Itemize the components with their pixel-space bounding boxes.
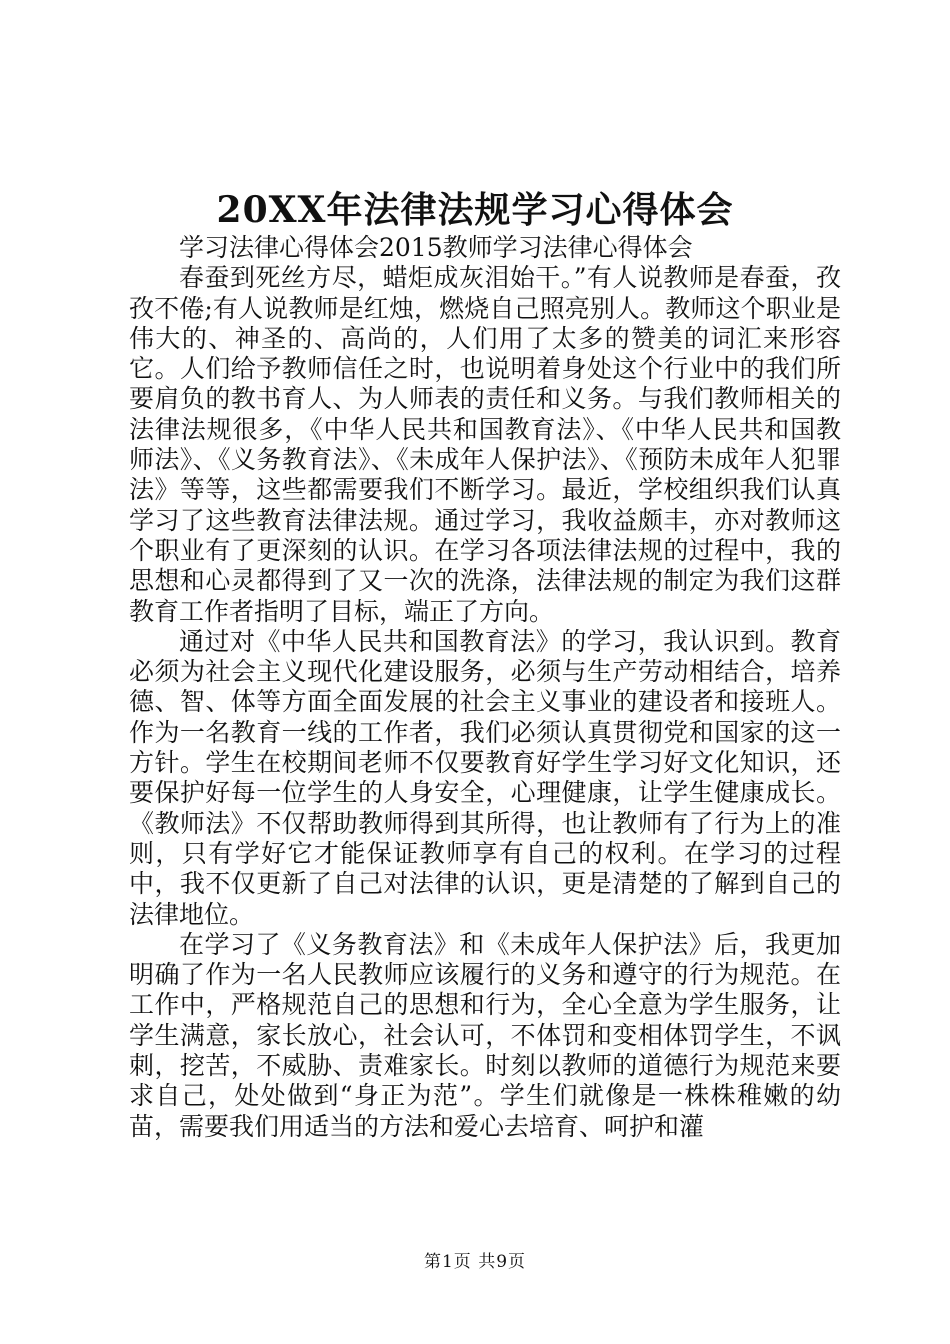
paragraph-subtitle: 学习法律心得体会2015教师学习法律心得体会 <box>179 233 693 262</box>
page-indicator: 第1页 共9页 <box>423 1252 527 1272</box>
document-title: 20XX年法律法规学习心得体会 <box>216 189 734 231</box>
paragraph: 通过对《中华人民共和国教育法》的学习，我认识到。教育必须为社会主义现代化建设服务，必须与生产劳动相结合，培养德、智、体等方面全面发展的社会主义事业的建设者和接班人。作为一名教育一线的工作者，我们必须认真贯彻党和国家的这一方针。学生在校期间老师不仅要教育好学生学习好文化知识，还要保护好每一位学生的人身安全，心理健康，让学生健康成长。《教师法》不仅帮助教师得到其所得，也让教师有了行为上的准则，只有学好它才能保证教师享有自己的权利。在学习的过程中，我不仅更新了自己对法律的认识，更是清楚的了解到自己的法律地位。 <box>129 626 841 929</box>
paragraph: 春蚕到死丝方尽，蜡炬成灰泪始干。”有人说教师是春蚕，孜孜不倦;有人说教师是红烛，燃烧自己照亮别人。教师这个职业是伟大的、神圣的、高尚的，人们用了太多的赞美的词汇来形容它。人们给予教师信任之时，也说明着身处这个行业中的我们所要肩负的教书育人、为人师表的责任和义务。与我们教师相关的法律法规很多，《中华人民共和国教育法》、《中华人民共和国教师法》、《义务教育法》、《未成年人保护法》、《预防未成年人犯罪法》等等，这些都需要我们不断学习。最近，学校组织我们认真学习了这些教育法律法规。通过学习，我收益颇丰，亦对教师这个职业有了更深刻的认识。在学习各项法律法规的过程中，我的思想和心灵都得到了又一次的洗涤，法律法规的制定为我们这群教育工作者指明了目标，端正了方向。 <box>129 263 841 626</box>
document-body <box>129 233 841 1142</box>
paragraph: 在学习了《义务教育法》和《未成年人保护法》后，我更加明确了作为一名人民教师应该履行的义务和遵守的行为规范。在工作中，严格规范自己的思想和行为，全心全意为学生服务，让学生满意，家长放心，社会认可，不体罚和变相体罚学生，不讽刺，挖苦，不威胁、责难家长。时刻以教师的道德行为规范来要求自己，处处做到“身正为范”。学生们就像是一株株稚嫩的幼苗，需要我们用适当的方法和爱心去培育、呵护和灌 <box>129 929 841 1141</box>
